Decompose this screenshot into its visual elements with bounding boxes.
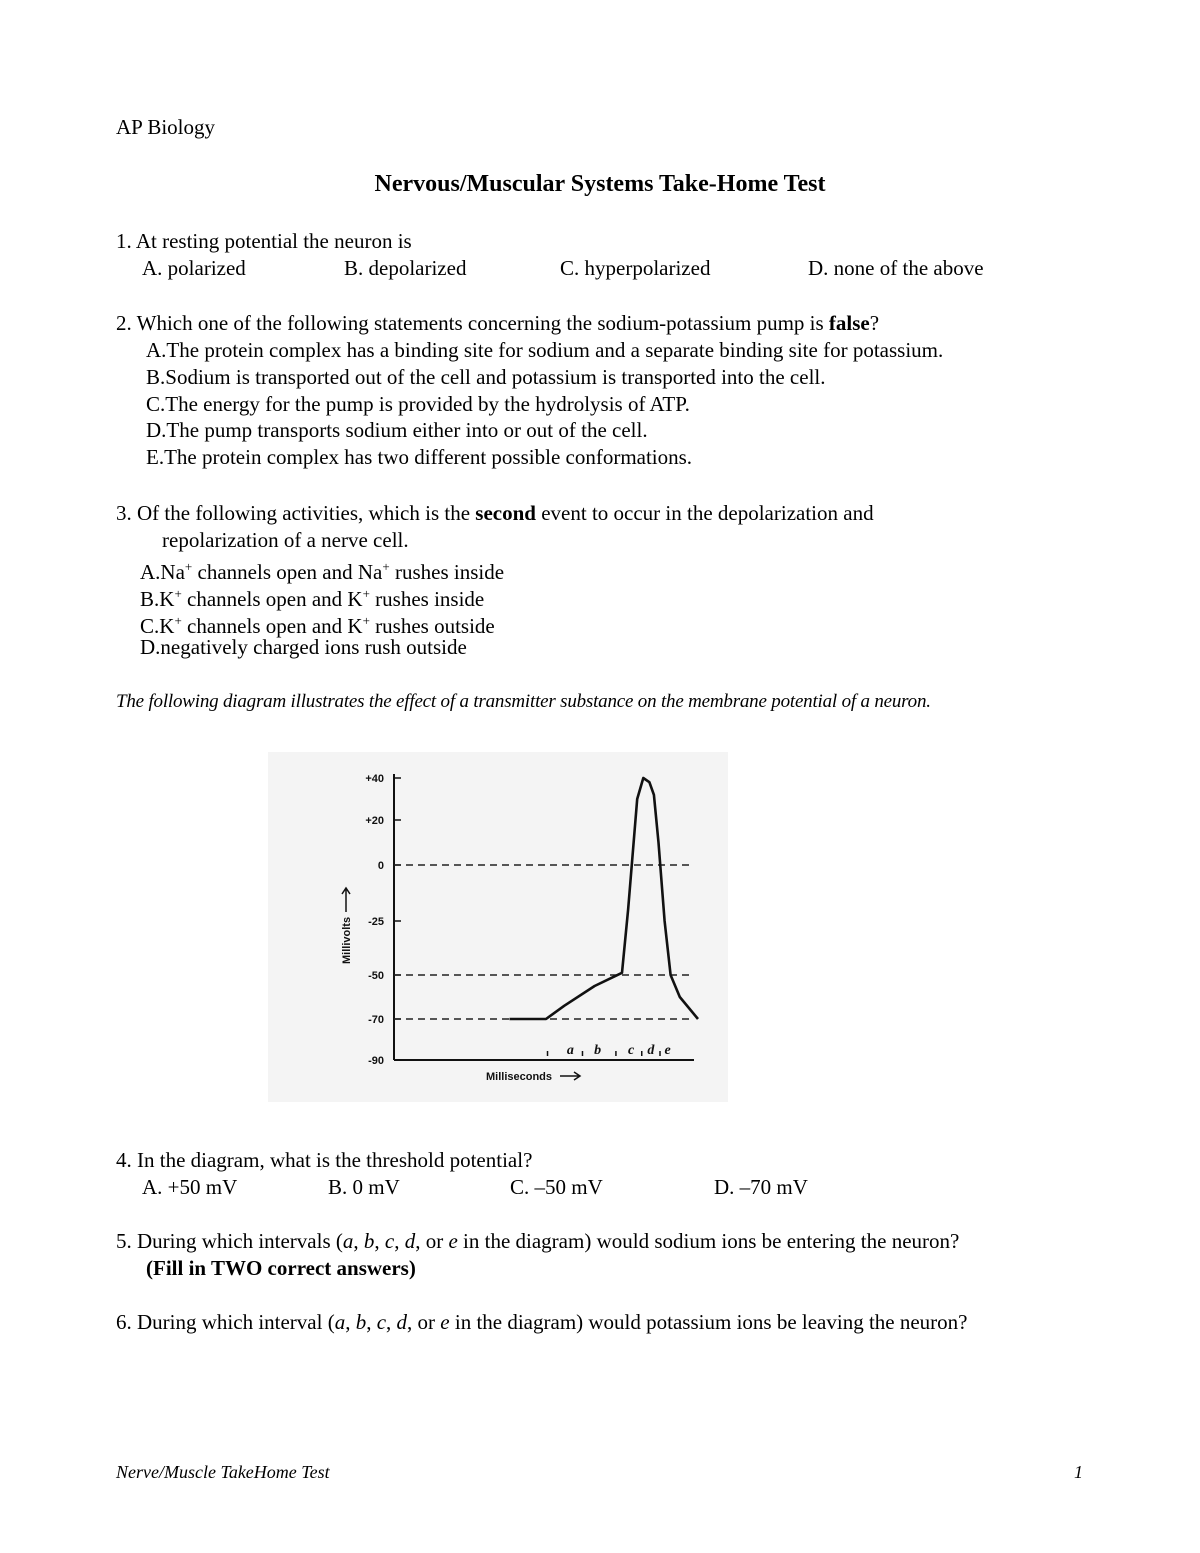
interval-b: b	[355, 1310, 367, 1334]
interval-label-c: c	[628, 1043, 635, 1058]
q5-text-end: in the diagram) would sodium ions be entering the neuron?	[457, 1229, 960, 1253]
option-text: K	[159, 586, 175, 611]
superscript: +	[362, 585, 370, 601]
option-text: channels open and Na	[192, 560, 383, 584]
question-4-stem: 4. In the diagram, what is the threshold potential?	[116, 1148, 533, 1172]
option-text: channels open and K	[181, 613, 363, 638]
footer-title: Nerve/Muscle TakeHome Test	[116, 1462, 330, 1482]
interval-d: d	[404, 1229, 416, 1253]
q3-stem-text: 3. Of the following activities, which is the	[116, 501, 476, 525]
q5-sep: ,	[353, 1229, 364, 1253]
option-text: K	[159, 613, 175, 638]
option-text: rushes inside	[369, 586, 485, 611]
y-axis-label: Millivolts	[341, 916, 353, 964]
membrane-potential-chart	[268, 752, 728, 1102]
q2-stem-text: 2. Which one of the following statements concerning the sodium-potassium pump is	[116, 311, 829, 335]
diagram-caption: The following diagram illustrates the effect of a transmitter substance on the membrane potential of a neuron.	[116, 691, 931, 712]
q3-options	[140, 554, 504, 661]
q3-stem-bold: second	[475, 501, 536, 525]
question-5-stem	[116, 1228, 959, 1254]
q6-sep: ,	[345, 1310, 356, 1334]
course-label: AP Biology	[116, 115, 215, 139]
option-text: Sodium is transported out of the cell and potassium is transported into the cell.	[165, 364, 826, 389]
q5-sep: ,	[374, 1229, 385, 1253]
q3-stem-end: event to occur in the depolarization and	[535, 501, 874, 525]
question-3-stem	[116, 500, 874, 526]
option-text: Na	[160, 560, 185, 584]
y-tick-label: +40	[365, 773, 384, 785]
option-letter: B.	[140, 586, 160, 611]
q3-option-d	[140, 634, 504, 661]
q2-option-a	[146, 337, 943, 364]
option-text: The protein complex has two different possible conformations.	[164, 445, 693, 470]
option-text: negatively charged ions rush outside	[160, 635, 467, 660]
option-text: rushes outside	[369, 613, 495, 638]
page-number: 1	[1074, 1462, 1083, 1482]
y-tick-label: -70	[368, 1014, 384, 1026]
q4-option-a: A. +50 mV	[142, 1175, 238, 1199]
q2-option-d	[146, 417, 943, 444]
interval-c: c	[376, 1310, 387, 1334]
interval-label-b: b	[594, 1043, 602, 1058]
q4-option-d: D. –70 mV	[714, 1175, 808, 1199]
superscript: +	[362, 612, 370, 628]
y-tick-label: +20	[365, 815, 384, 827]
option-text: rushes inside	[389, 560, 505, 584]
q1-option-c: C. hyperpolarized	[560, 256, 711, 280]
interval-label-a: a	[566, 1043, 574, 1058]
q2-options	[146, 337, 943, 471]
q6-sep: ,	[366, 1310, 377, 1334]
q3-option-b	[140, 581, 504, 611]
q6-sep: ,	[386, 1310, 397, 1334]
q1-option-a: A. polarized	[142, 256, 246, 280]
question-5-note: (Fill in TWO correct answers)	[146, 1256, 416, 1280]
question-1-stem: 1. At resting potential the neuron is	[116, 229, 412, 253]
interval-e: e	[440, 1310, 450, 1334]
option-text: The pump transports sodium either into or out of the cell.	[166, 418, 648, 443]
option-letter: A.	[140, 560, 161, 584]
superscript: +	[184, 559, 193, 574]
page-title: Nervous/Muscular Systems Take-Home Test	[374, 171, 826, 197]
option-letter: D.	[146, 418, 167, 443]
q1-option-b: B. depolarized	[344, 256, 467, 280]
q5-sep: ,	[394, 1229, 405, 1253]
question-6-stem	[116, 1309, 968, 1335]
option-letter: A.	[146, 338, 167, 362]
chart-background	[268, 752, 728, 1102]
interval-a: a	[334, 1310, 346, 1334]
q6-text: 6. During which interval (	[116, 1310, 335, 1334]
interval-e: e	[448, 1229, 458, 1253]
option-text: The protein complex has a binding site for sodium and a separate binding site for potassium.	[166, 338, 944, 362]
q4-option-c: C. –50 mV	[510, 1175, 603, 1199]
interval-label-e: e	[664, 1043, 671, 1058]
question-2-stem	[116, 310, 879, 336]
q2-option-b	[146, 364, 943, 391]
option-letter: C.	[140, 613, 160, 638]
interval-d: d	[396, 1310, 408, 1334]
q2-option-c	[146, 391, 943, 418]
q6-sep: , or	[407, 1310, 441, 1334]
interval-a: a	[342, 1229, 354, 1253]
question-3-stem-line2: repolarization of a nerve cell.	[162, 528, 409, 552]
q2-option-e	[146, 444, 943, 471]
q5-text: 5. During which intervals (	[116, 1229, 343, 1253]
option-letter: E.	[146, 445, 165, 470]
interval-c: c	[384, 1229, 395, 1253]
option-letter: C.	[146, 391, 166, 416]
q1-option-d: D. none of the above	[808, 256, 984, 280]
x-axis-label: Milliseconds	[486, 1071, 553, 1083]
option-text: The energy for the pump is provided by the hydrolysis of ATP.	[165, 391, 690, 416]
y-tick-label: -50	[368, 970, 384, 982]
y-tick-label: -90	[368, 1055, 384, 1067]
y-tick-label: 0	[377, 860, 384, 872]
q6-text-end: in the diagram) would potassium ions be leaving the neuron?	[449, 1310, 968, 1334]
q5-sep: , or	[415, 1229, 449, 1253]
interval-label-d: d	[647, 1043, 655, 1058]
q2-stem-end: ?	[869, 311, 880, 335]
chart-svg	[268, 752, 728, 1102]
y-tick-label: -25	[368, 916, 384, 928]
option-letter: B.	[146, 364, 166, 389]
q4-option-b: B. 0 mV	[328, 1175, 400, 1199]
superscript: +	[174, 612, 182, 628]
option-text: channels open and K	[181, 586, 363, 611]
q3-option-c	[140, 608, 504, 638]
q2-stem-bold: false	[828, 311, 870, 335]
q3-option-a	[140, 554, 505, 584]
option-letter: D.	[140, 635, 161, 660]
interval-b: b	[363, 1229, 375, 1253]
superscript: +	[382, 559, 390, 574]
superscript: +	[174, 585, 182, 601]
question-1	[116, 228, 412, 254]
